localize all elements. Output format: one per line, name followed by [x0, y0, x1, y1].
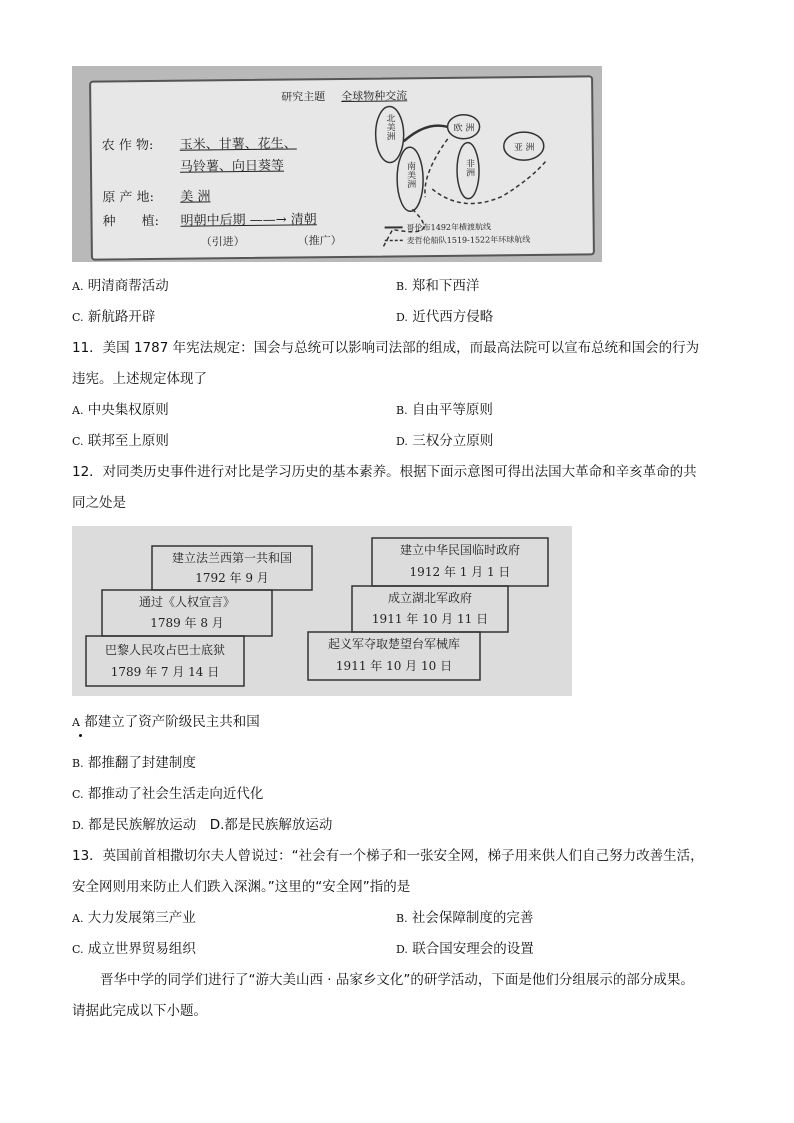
intro-label: （引进）	[200, 235, 245, 249]
q10-option-a[interactable]	[72, 276, 169, 297]
left-bot-event: 巴黎人民攻占巴士底狱	[104, 643, 225, 657]
revolutions-comparison-figure	[72, 526, 572, 696]
route-map	[91, 77, 593, 258]
q11-option-b[interactable]	[396, 400, 493, 421]
planting-label: 种 植:	[102, 213, 160, 230]
q11-stem-line2: 违宪。上述规定体现了	[72, 371, 207, 387]
option-letter: D.	[396, 943, 408, 956]
q12-option-b[interactable]	[72, 753, 196, 774]
south-america-label: 南美洲	[404, 161, 416, 189]
species-exchange-figure	[72, 66, 602, 262]
option-text: 联合国安理会的设置	[412, 941, 534, 957]
right-bot-event: 起义军夺取楚望台军械库	[327, 637, 460, 651]
intro-line1: 晋华中学的同学们进行了“游大美山西 · 品家乡文化”的研学活动，下面是他们分组展示的部分成果。	[100, 972, 694, 988]
origin-label: 原 产 地:	[102, 189, 155, 206]
research-topic-value: 全球物种交流	[341, 89, 408, 104]
q13-option-a[interactable]	[72, 908, 196, 929]
magellan-route-3	[424, 139, 448, 197]
right-mid-date: 1911 年 10 月 11 日	[371, 612, 489, 626]
option-text: 成立世界贸易组织	[87, 941, 196, 957]
q13-stem-line1: 13．英国前首相撒切尔夫人曾说过：“社会有一个梯子和一张安全网，梯子用来供人们自己努力改善生活，	[72, 848, 704, 864]
research-topic-label: 研究主题	[281, 90, 326, 104]
q11-stem-line1: 11．美国 1787 年宪法规定：国会与总统可以影响司法部的组成，而最高法院可以宣布总统和国会的行为	[72, 340, 700, 356]
option-text: 新航路开辟	[87, 309, 156, 325]
option-text: 大力发展第三产业	[87, 910, 196, 926]
q11-option-a[interactable]	[72, 400, 169, 421]
option-text: 三权分立原则	[412, 433, 494, 449]
right-top-date: 1912 年 1 月 1 日	[409, 565, 511, 579]
left-mid-date: 1789 年 8 月	[150, 616, 224, 630]
planting-value: 明朝中后期 ——→ 清朝	[180, 212, 317, 229]
left-mid-event: 通过《人权宣言》	[138, 595, 235, 609]
q13-option-c[interactable]	[72, 939, 196, 960]
legend1-text: 哥伦布1492年横渡航线	[406, 222, 492, 233]
columbus-route	[404, 126, 448, 142]
option-text: 都建立了资产阶级民主共和国	[84, 714, 260, 730]
left-top-date: 1792 年 9 月	[195, 571, 269, 585]
legend2-text: 麦哲伦船队1519-1522年环球航线	[406, 235, 531, 246]
option-letter: A.	[72, 912, 84, 925]
left-top-event: 建立法兰西第一共和国	[171, 551, 292, 565]
q12-stem-line1: 12．对同类历史事件进行对比是学习历史的基本素养。根据下面示意图可得出法国大革命和辛亥革命的共	[72, 464, 697, 480]
option-text: 中央集权原则	[87, 402, 169, 418]
crops-line1: 玉米、甘薯、花生、	[179, 136, 297, 153]
q11-option-c[interactable]	[72, 431, 169, 452]
option-letter: A.	[72, 280, 84, 293]
option-text: 近代西方侵略	[412, 309, 494, 325]
stray-dot	[79, 734, 82, 737]
option-text: 都推动了社会生活走向近代化	[87, 786, 264, 802]
option-letter: C.	[72, 435, 84, 448]
asia-label: 亚 洲	[513, 142, 535, 154]
option-letter: D.	[396, 311, 408, 324]
option-text: 明清商帮活动	[87, 278, 169, 294]
right-mid-event: 成立湖北军政府	[387, 591, 472, 605]
crops-label: 农 作 物:	[101, 137, 154, 154]
africa-label: 非洲	[463, 158, 475, 177]
option-letter: C.	[72, 788, 84, 801]
option-letter: B.	[396, 404, 408, 417]
q12-option-a[interactable]	[72, 712, 260, 733]
option-letter: D.	[72, 819, 84, 832]
option-letter: B.	[396, 280, 408, 293]
left-bot-date: 1789 年 7 月 14 日	[110, 665, 220, 679]
option-text: 社会保障制度的完善	[411, 910, 534, 926]
option-letter: C.	[72, 311, 84, 324]
origin-value: 美 洲	[180, 189, 211, 205]
option-letter: A	[72, 716, 80, 729]
q13-option-b[interactable]	[396, 908, 533, 929]
option-letter: B.	[72, 757, 84, 770]
q10-option-b[interactable]	[396, 276, 479, 297]
q12-option-d[interactable]	[72, 815, 332, 836]
option-letter: A.	[72, 404, 84, 417]
q11-option-d[interactable]	[396, 431, 493, 452]
option-text: 都推翻了封建制度	[87, 755, 196, 771]
option-text: 联邦至上原则	[87, 433, 169, 449]
option-letter: D.	[396, 435, 408, 448]
north-america-label: 北美洲	[384, 113, 395, 141]
europe-label: 欧 洲	[453, 123, 475, 134]
option-text: 自由平等原则	[411, 402, 493, 418]
magellan-route-2	[432, 160, 547, 204]
research-card	[89, 75, 595, 260]
right-top-event: 建立中华民国临时政府	[399, 543, 520, 557]
option-text: 郑和下西洋	[411, 278, 480, 294]
option-letter: C.	[72, 943, 84, 956]
q10-option-c[interactable]	[72, 307, 155, 328]
q13-stem-line2: 安全网则用来防止人们跌入深渊。”这里的“安全网”指的是	[72, 879, 411, 895]
promote-label: （推广）	[297, 234, 342, 248]
option-letter: B.	[396, 912, 408, 925]
option-text: 都是民族解放运动 D.都是民族解放运动	[88, 817, 333, 833]
right-bot-date: 1911 年 10 月 10 日	[335, 659, 453, 673]
q10-option-d[interactable]	[396, 307, 493, 328]
q12-option-c[interactable]	[72, 784, 263, 805]
crops-line2: 马铃薯、向日葵等	[179, 158, 285, 175]
q12-stem-line2: 同之处是	[72, 495, 126, 511]
intro-line2: 请据此完成以下小题。	[72, 1003, 207, 1019]
q13-option-d[interactable]	[396, 939, 534, 960]
